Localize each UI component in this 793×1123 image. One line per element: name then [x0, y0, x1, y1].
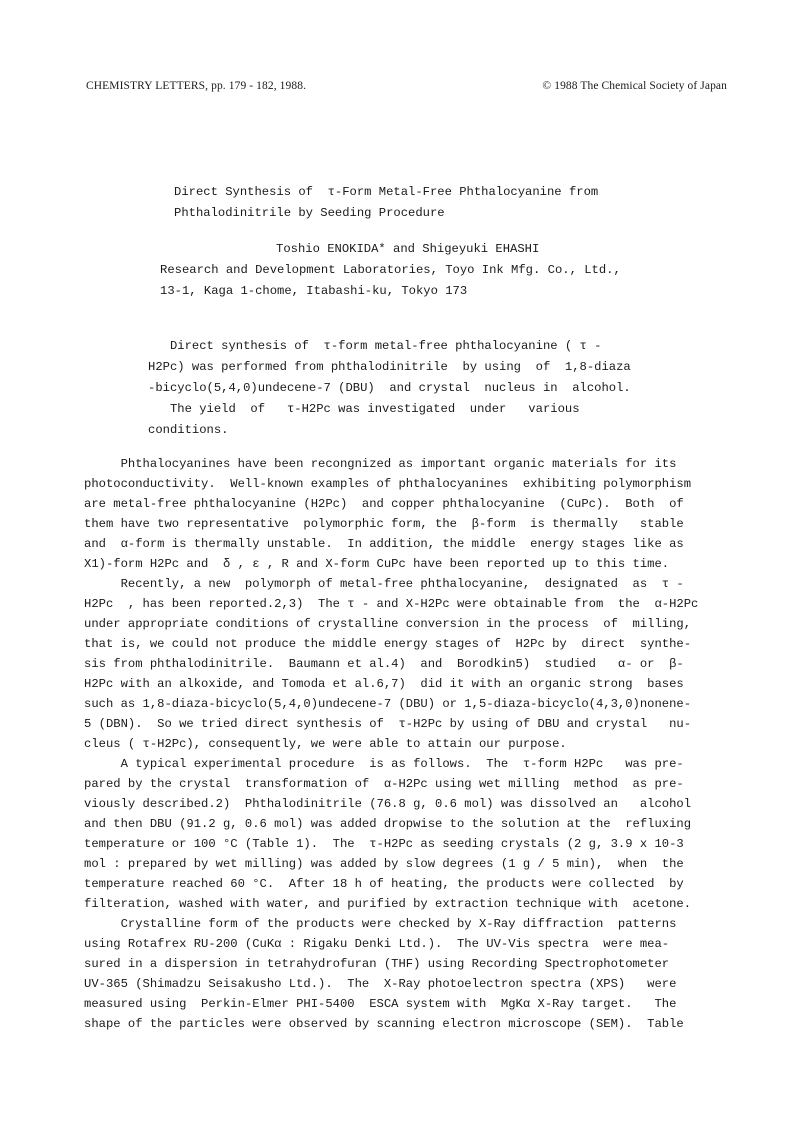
body-line: X1)-form H2Pc and δ , ε , R and X-form CuPc have been reported up to this time. [84, 557, 670, 571]
body-line: sured in a dispersion in tetrahydrofuran (THF) using Recording Spectrophotometer [84, 957, 670, 971]
affiliation-line-1: Research and Development Laboratories, Toyo Ink Mfg. Co., Ltd., [160, 263, 621, 277]
body-line: sis from phthalodinitrile. Baumann et al.4) and Borodkin5) studied α- or β- [84, 657, 684, 671]
body-line: under appropriate conditions of crystalline conversion in the process of milling, [84, 617, 692, 631]
author-line: Toshio ENOKIDA* and Shigeyuki EHASHI [276, 242, 540, 256]
abstract-line: The yield of τ-H2Pc was investigated under various [148, 402, 580, 416]
body-line: H2Pc with an alkoxide, and Tomoda et al.6,7) did it with an organic strong bases [84, 677, 684, 691]
body-line: Recently, a new polymorph of metal-free phthalocyanine, designated as τ - [84, 577, 684, 591]
body-line: mol : prepared by wet milling) was added by slow degrees (1 g / 5 min), when the [84, 857, 684, 871]
body-line: UV-365 (Shimadzu Seisakusho Ltd.). The X-Ray photoelectron spectra (XPS) were [84, 977, 677, 991]
body-line: 5 (DBN). So we tried direct synthesis of τ-H2Pc by using of DBU and crystal nu- [84, 717, 692, 731]
affiliation-line-2: 13-1, Kaga 1-chome, Itabashi-ku, Tokyo 173 [160, 284, 468, 298]
body-line: measured using Perkin-Elmer PHI-5400 ESCA system with MgKα X-Ray target. The [84, 997, 677, 1011]
body-line: shape of the particles were observed by scanning electron microscope (SEM). Table [84, 1017, 684, 1031]
body-line: and then DBU (91.2 g, 0.6 mol) was added dropwise to the solution at the refluxing [84, 817, 692, 831]
body-line: that is, we could not produce the middle energy stages of H2Pc by direct synthe- [84, 637, 692, 651]
body-line: cleus ( τ-H2Pc), consequently, we were able to attain our purpose. [84, 737, 567, 751]
body-line: them have two representative polymorphic form, the β-form is thermally stable [84, 517, 684, 531]
body-line: viously described.2) Phthalodinitrile (76.8 g, 0.6 mol) was dissolved an alcohol [84, 797, 692, 811]
abstract-line: -bicyclo(5,4,0)undecene-7 (DBU) and crystal nucleus in alcohol. [148, 381, 631, 395]
body-line: temperature or 100 °C (Table 1). The τ-H2Pc as seeding crystals (2 g, 3.9 x 10-3 [84, 837, 684, 851]
title-line-1: Direct Synthesis of τ-Form Metal-Free Phthalocyanine from [174, 185, 599, 199]
body-line: temperature reached 60 °C. After 18 h of heating, the products were collected by [84, 877, 684, 891]
body-line: H2Pc , has been reported.2,3) The τ - and X-H2Pc were obtainable from the α-H2Pc [84, 597, 699, 611]
body-line: and α-form is thermally unstable. In addition, the middle energy stages like as [84, 537, 684, 551]
journal-reference: CHEMISTRY LETTERS, pp. 179 - 182, 1988. [86, 80, 307, 92]
body-line: using Rotafrex RU-200 (CuKα : Rigaku Denki Ltd.). The UV-Vis spectra were mea- [84, 937, 670, 951]
body-line: such as 1,8-diaza-bicyclo(5,4,0)undecene-7 (DBU) or 1,5-diaza-bicyclo(4,3,0)nonene- [84, 697, 692, 711]
body-line: filteration, washed with water, and purified by extraction technique with acetone. [84, 897, 692, 911]
body-line: photoconductivity. Well-known examples of phthalocyanines exhibiting polymorphism [84, 477, 692, 491]
abstract-line: Direct synthesis of τ-form metal-free phthalocyanine ( τ - [148, 339, 602, 353]
body-line: pared by the crystal transformation of α-H2Pc using wet milling method as pre- [84, 777, 684, 791]
body-line: Crystalline form of the products were checked by X-Ray diffraction patterns [84, 917, 677, 931]
title-line-2: Phthalodinitrile by Seeding Procedure [174, 206, 445, 220]
abstract-line: H2Pc) was performed from phthalodinitrile by using of 1,8-diaza [148, 360, 631, 374]
body-line: A typical experimental procedure is as follows. The τ-form H2Pc was pre- [84, 757, 684, 771]
body-line: Phthalocyanines have been recongnized as important organic materials for its [84, 457, 677, 471]
body-line: are metal-free phthalocyanine (H2Pc) and copper phthalocyanine (CuPc). Both of [84, 497, 684, 511]
abstract-line: conditions. [148, 423, 229, 437]
copyright-notice: © 1988 The Chemical Society of Japan [542, 80, 727, 92]
